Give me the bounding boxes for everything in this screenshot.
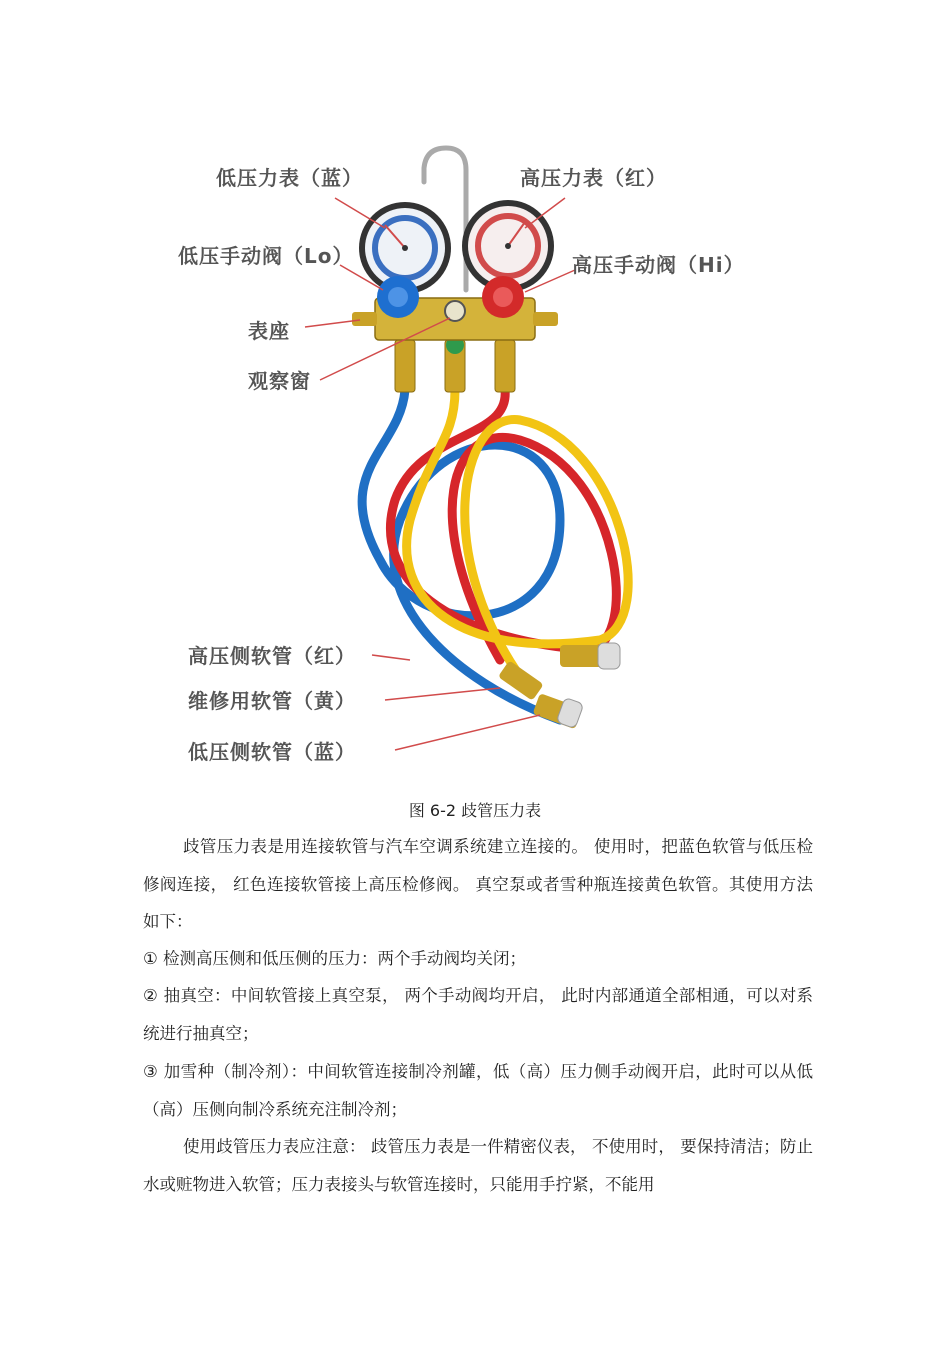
label-high-hose: 高压侧软管（红） bbox=[188, 644, 356, 668]
label-low-valve: 低压手动阀（Lo） bbox=[178, 244, 354, 268]
high-valve-knob bbox=[482, 276, 524, 318]
red-coupler-tip bbox=[598, 643, 620, 669]
label-base: 表座 bbox=[248, 319, 290, 343]
list-item-1: ① 检测高压侧和低压侧的压力：两个手动阀均关闭； bbox=[143, 949, 527, 968]
paragraph-notes: 使用歧管压力表应注意： 歧管压力表是一件精密仪表， 不使用时， 要保持清洁；防止水或赃物进入软管；压力表接头与软管连接时，只能用手拧紧，不能用 bbox=[143, 1137, 813, 1194]
figure-caption: 图 6-2 歧管压力表 bbox=[408, 801, 542, 820]
label-window: 观察窗 bbox=[248, 369, 311, 393]
label-service-hose: 维修用软管（黄） bbox=[188, 689, 356, 713]
label-high-gauge: 高压力表（红） bbox=[520, 166, 667, 190]
red-hose bbox=[390, 390, 616, 660]
paragraph-intro: 歧管压力表是用连接软管与汽车空调系统建立连接的。 使用时，把蓝色软管与低压检修阀连接， 红色连接软管接上高压检修阀。 真空泵或者雪种瓶连接黄色软管。其使用方法如下： bbox=[143, 837, 813, 931]
list-item-2: ② 抽真空：中间软管接上真空泵， 两个手动阀均开启， 此时内部通道全部相通，可以对系统进行抽真空； bbox=[143, 986, 813, 1043]
label-low-hose: 低压侧软管（蓝） bbox=[188, 740, 356, 764]
hose-couplers bbox=[498, 643, 620, 729]
label-high-valve: 高压手动阀（Hi） bbox=[572, 253, 745, 277]
side-port-right bbox=[533, 312, 558, 326]
list-item-3: ③ 加雪种（制冷剂）：中间软管连接制冷剂罐，低（高）压力侧手动阀开启，此时可以从低（高）压侧向制冷系统充注制冷剂； bbox=[143, 1062, 813, 1119]
side-port-left bbox=[352, 312, 377, 326]
label-low-gauge: 低压力表（蓝） bbox=[216, 166, 363, 190]
sight-glass bbox=[445, 301, 465, 321]
hoses bbox=[362, 390, 628, 720]
low-valve-knob bbox=[377, 276, 419, 318]
